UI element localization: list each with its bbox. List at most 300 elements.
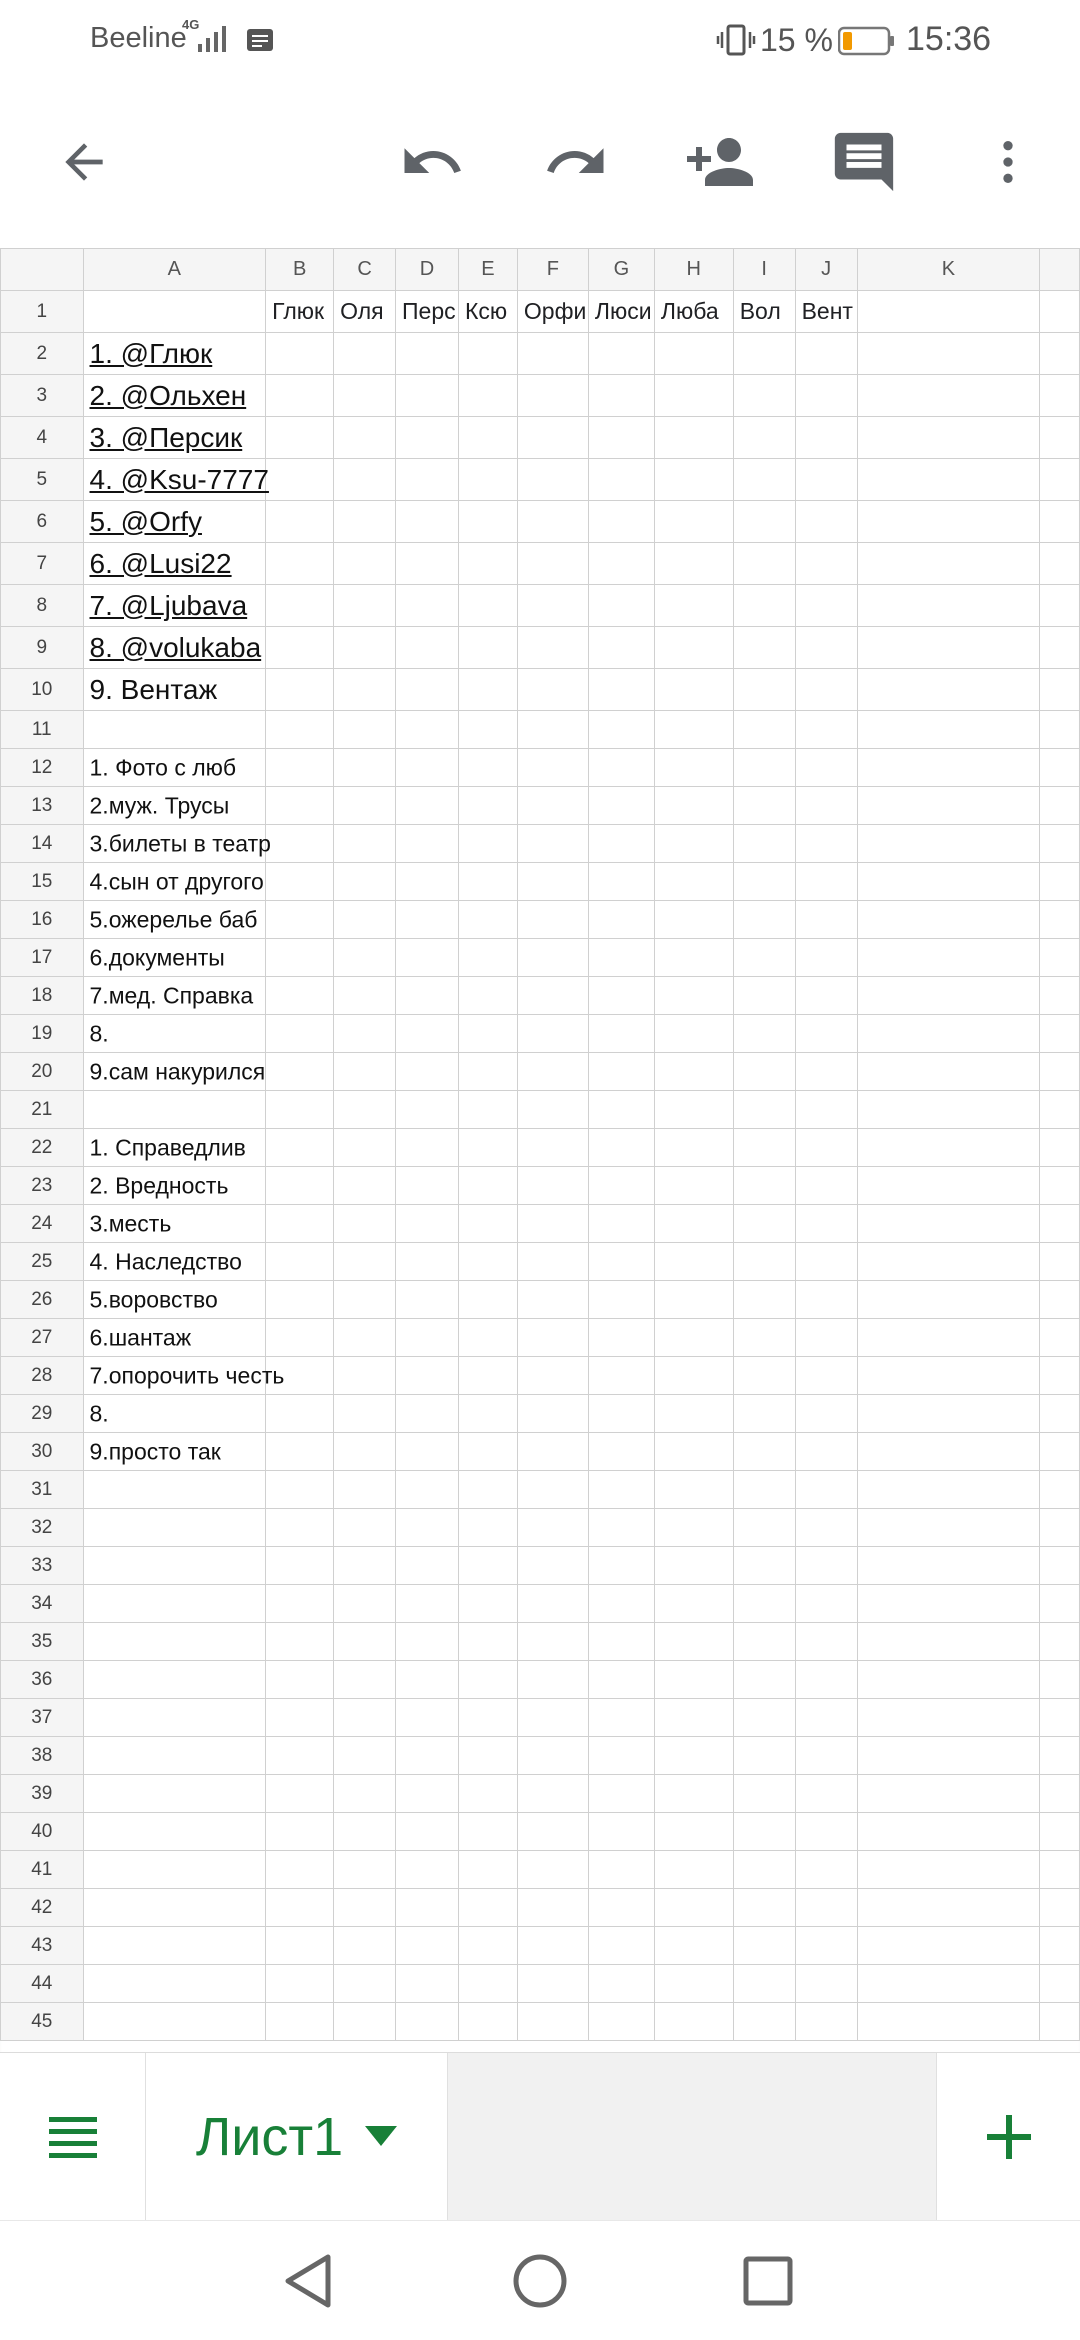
cell-a23[interactable]: [83, 1167, 266, 1205]
cell-j3[interactable]: [795, 375, 857, 417]
cell-g40[interactable]: [588, 1813, 654, 1851]
cell-h27[interactable]: [654, 1319, 733, 1357]
cell-d21[interactable]: [396, 1091, 459, 1129]
cell-c34[interactable]: [334, 1585, 396, 1623]
cell-a38[interactable]: [83, 1737, 266, 1775]
cell-h38[interactable]: [654, 1737, 733, 1775]
cell-h5[interactable]: [654, 459, 733, 501]
cell-k26[interactable]: [857, 1281, 1040, 1319]
cell-d11[interactable]: [396, 711, 459, 749]
cell-g43[interactable]: [588, 1927, 654, 1965]
cell-b1[interactable]: Глюк: [266, 291, 334, 333]
cell-j17[interactable]: [795, 939, 857, 977]
cell-b10[interactable]: [266, 669, 334, 711]
row-header[interactable]: 17: [1, 939, 84, 977]
cell-d43[interactable]: [396, 1927, 459, 1965]
cell-g42[interactable]: [588, 1889, 654, 1927]
row-header[interactable]: 33: [1, 1547, 84, 1585]
cell-f8[interactable]: [517, 585, 588, 627]
cell-c13[interactable]: [334, 787, 396, 825]
cell-h31[interactable]: [654, 1471, 733, 1509]
cell-overflow[interactable]: [1040, 375, 1080, 417]
cell-b14[interactable]: [266, 825, 334, 863]
cell-b30[interactable]: [266, 1433, 334, 1471]
cell-f19[interactable]: [517, 1015, 588, 1053]
cell-overflow[interactable]: [1040, 1851, 1080, 1889]
cell-h37[interactable]: [654, 1699, 733, 1737]
cell-j13[interactable]: [795, 787, 857, 825]
cell-d17[interactable]: [396, 939, 459, 977]
cell-e18[interactable]: [458, 977, 517, 1015]
cell-a44[interactable]: [83, 1965, 266, 2003]
cell-k14[interactable]: [857, 825, 1040, 863]
cell-j5[interactable]: [795, 459, 857, 501]
cell-overflow[interactable]: [1040, 669, 1080, 711]
cell-a4[interactable]: [83, 417, 266, 459]
cell-j19[interactable]: [795, 1015, 857, 1053]
nav-recents-button[interactable]: [728, 2241, 808, 2321]
cell-h39[interactable]: [654, 1775, 733, 1813]
cell-d30[interactable]: [396, 1433, 459, 1471]
cell-overflow[interactable]: [1040, 291, 1080, 333]
row-header[interactable]: 15: [1, 863, 84, 901]
cell-i43[interactable]: [733, 1927, 795, 1965]
cell-k40[interactable]: [857, 1813, 1040, 1851]
cell-k9[interactable]: [857, 627, 1040, 669]
cell-i19[interactable]: [733, 1015, 795, 1053]
cell-j2[interactable]: [795, 333, 857, 375]
cell-e14[interactable]: [458, 825, 517, 863]
cell-f36[interactable]: [517, 1661, 588, 1699]
column-header-d[interactable]: D: [396, 249, 459, 291]
cell-a28[interactable]: [83, 1357, 285, 1395]
cell-a8[interactable]: [83, 585, 266, 627]
cell-f4[interactable]: [517, 417, 588, 459]
cell-e1[interactable]: Ксю: [458, 291, 517, 333]
cell-g38[interactable]: [588, 1737, 654, 1775]
row-header[interactable]: 7: [1, 543, 84, 585]
cell-k5[interactable]: [857, 459, 1040, 501]
cell-overflow[interactable]: [1040, 977, 1080, 1015]
row-header[interactable]: 29: [1, 1395, 84, 1433]
cell-c45[interactable]: [334, 2003, 396, 2041]
row-header[interactable]: 30: [1, 1433, 84, 1471]
cell-f10[interactable]: [517, 669, 588, 711]
row-header[interactable]: 25: [1, 1243, 84, 1281]
cell-k10[interactable]: [857, 669, 1040, 711]
cell-k16[interactable]: [857, 901, 1040, 939]
cell-f14[interactable]: [517, 825, 588, 863]
row-header[interactable]: 35: [1, 1623, 84, 1661]
cell-e36[interactable]: [458, 1661, 517, 1699]
cell-g28[interactable]: [588, 1357, 654, 1395]
cell-b43[interactable]: [266, 1927, 334, 1965]
cell-e24[interactable]: [458, 1205, 517, 1243]
cell-g7[interactable]: [588, 543, 654, 585]
cell-d19[interactable]: [396, 1015, 459, 1053]
row-header[interactable]: 5: [1, 459, 84, 501]
cell-h14[interactable]: [654, 825, 733, 863]
cell-overflow[interactable]: [1040, 2003, 1080, 2041]
cell-d38[interactable]: [396, 1737, 459, 1775]
cell-e23[interactable]: [458, 1167, 517, 1205]
cell-h43[interactable]: [654, 1927, 733, 1965]
cell-h26[interactable]: [654, 1281, 733, 1319]
cell-a2[interactable]: [83, 333, 266, 375]
cell-a40[interactable]: [83, 1813, 266, 1851]
cell-overflow[interactable]: [1040, 417, 1080, 459]
row-header[interactable]: 21: [1, 1091, 84, 1129]
cell-b18[interactable]: [266, 977, 334, 1015]
cell-g31[interactable]: [588, 1471, 654, 1509]
row-header[interactable]: 14: [1, 825, 84, 863]
cell-g4[interactable]: [588, 417, 654, 459]
cell-a21[interactable]: [83, 1091, 266, 1129]
cell-f9[interactable]: [517, 627, 588, 669]
cell-h22[interactable]: [654, 1129, 733, 1167]
cell-c44[interactable]: [334, 1965, 396, 2003]
cell-d12[interactable]: [396, 749, 459, 787]
row-header[interactable]: 28: [1, 1357, 84, 1395]
cell-h13[interactable]: [654, 787, 733, 825]
cell-k42[interactable]: [857, 1889, 1040, 1927]
row-header[interactable]: 12: [1, 749, 84, 787]
cell-b26[interactable]: [266, 1281, 334, 1319]
cell-overflow[interactable]: [1040, 749, 1080, 787]
cell-i15[interactable]: [733, 863, 795, 901]
cell-j33[interactable]: [795, 1547, 857, 1585]
cell-b7[interactable]: [266, 543, 334, 585]
cell-i10[interactable]: [733, 669, 795, 711]
cell-h34[interactable]: [654, 1585, 733, 1623]
cell-j18[interactable]: [795, 977, 857, 1015]
cell-k3[interactable]: [857, 375, 1040, 417]
cell-a39[interactable]: [83, 1775, 266, 1813]
cell-c43[interactable]: [334, 1927, 396, 1965]
cell-overflow[interactable]: [1040, 1509, 1080, 1547]
cell-k4[interactable]: [857, 417, 1040, 459]
cell-c30[interactable]: [334, 1433, 396, 1471]
cell-h18[interactable]: [654, 977, 733, 1015]
cell-i27[interactable]: [733, 1319, 795, 1357]
row-header[interactable]: 9: [1, 627, 84, 669]
cell-g9[interactable]: [588, 627, 654, 669]
row-header[interactable]: 45: [1, 2003, 84, 2041]
cell-overflow[interactable]: [1040, 711, 1080, 749]
cell-i23[interactable]: [733, 1167, 795, 1205]
row-header[interactable]: 31: [1, 1471, 84, 1509]
cell-b40[interactable]: [266, 1813, 334, 1851]
cell-a27[interactable]: [83, 1319, 266, 1357]
cell-g25[interactable]: [588, 1243, 654, 1281]
cell-d29[interactable]: [396, 1395, 459, 1433]
cell-h41[interactable]: [654, 1851, 733, 1889]
cell-j12[interactable]: [795, 749, 857, 787]
cell-overflow[interactable]: [1040, 1585, 1080, 1623]
cell-k35[interactable]: [857, 1623, 1040, 1661]
cell-h6[interactable]: [654, 501, 733, 543]
cell-e7[interactable]: [458, 543, 517, 585]
column-header-a[interactable]: A: [83, 249, 266, 291]
cell-k1[interactable]: [857, 291, 1040, 333]
cell-j25[interactable]: [795, 1243, 857, 1281]
cell-f33[interactable]: [517, 1547, 588, 1585]
cell-c31[interactable]: [334, 1471, 396, 1509]
cell-i25[interactable]: [733, 1243, 795, 1281]
cell-j8[interactable]: [795, 585, 857, 627]
cell-k39[interactable]: [857, 1775, 1040, 1813]
undo-button[interactable]: [392, 122, 472, 202]
row-header[interactable]: 1: [1, 291, 84, 333]
cell-g45[interactable]: [588, 2003, 654, 2041]
cell-j10[interactable]: [795, 669, 857, 711]
cell-e16[interactable]: [458, 901, 517, 939]
cell-k6[interactable]: [857, 501, 1040, 543]
cell-i14[interactable]: [733, 825, 795, 863]
cell-a15[interactable]: [83, 863, 266, 901]
cell-f22[interactable]: [517, 1129, 588, 1167]
cell-e34[interactable]: [458, 1585, 517, 1623]
cell-d5[interactable]: [396, 459, 459, 501]
cell-e41[interactable]: [458, 1851, 517, 1889]
column-header-j[interactable]: J: [795, 249, 857, 291]
cell-g12[interactable]: [588, 749, 654, 787]
cell-d26[interactable]: [396, 1281, 459, 1319]
cell-g19[interactable]: [588, 1015, 654, 1053]
cell-c16[interactable]: [334, 901, 396, 939]
cell-b41[interactable]: [266, 1851, 334, 1889]
cell-k29[interactable]: [857, 1395, 1040, 1433]
cell-h10[interactable]: [654, 669, 733, 711]
cell-c2[interactable]: [334, 333, 396, 375]
cell-k38[interactable]: [857, 1737, 1040, 1775]
cell-k33[interactable]: [857, 1547, 1040, 1585]
cell-j42[interactable]: [795, 1889, 857, 1927]
cell-c22[interactable]: [334, 1129, 396, 1167]
cell-a34[interactable]: [83, 1585, 266, 1623]
cell-overflow[interactable]: [1040, 627, 1080, 669]
column-header-c[interactable]: C: [334, 249, 396, 291]
row-header[interactable]: 10: [1, 669, 84, 711]
cell-c18[interactable]: [334, 977, 396, 1015]
cell-k23[interactable]: [857, 1167, 1040, 1205]
cell-k31[interactable]: [857, 1471, 1040, 1509]
row-header[interactable]: 36: [1, 1661, 84, 1699]
cell-b33[interactable]: [266, 1547, 334, 1585]
cell-i1[interactable]: Вол: [733, 291, 795, 333]
cell-d15[interactable]: [396, 863, 459, 901]
cell-j40[interactable]: [795, 1813, 857, 1851]
cell-c5[interactable]: [334, 459, 396, 501]
cell-overflow[interactable]: [1040, 1167, 1080, 1205]
cell-e9[interactable]: [458, 627, 517, 669]
cell-j43[interactable]: [795, 1927, 857, 1965]
cell-h17[interactable]: [654, 939, 733, 977]
redo-button[interactable]: [536, 122, 616, 202]
cell-overflow[interactable]: [1040, 787, 1080, 825]
cell-e26[interactable]: [458, 1281, 517, 1319]
row-header[interactable]: 26: [1, 1281, 84, 1319]
cell-e11[interactable]: [458, 711, 517, 749]
cell-g21[interactable]: [588, 1091, 654, 1129]
cell-g23[interactable]: [588, 1167, 654, 1205]
row-header[interactable]: 19: [1, 1015, 84, 1053]
cell-f45[interactable]: [517, 2003, 588, 2041]
cell-j34[interactable]: [795, 1585, 857, 1623]
cell-g17[interactable]: [588, 939, 654, 977]
cell-j15[interactable]: [795, 863, 857, 901]
cell-c40[interactable]: [334, 1813, 396, 1851]
cell-a1[interactable]: [83, 291, 266, 333]
cell-c26[interactable]: [334, 1281, 396, 1319]
cell-f24[interactable]: [517, 1205, 588, 1243]
cell-g41[interactable]: [588, 1851, 654, 1889]
cell-overflow[interactable]: [1040, 1205, 1080, 1243]
cell-i28[interactable]: [733, 1357, 795, 1395]
cell-i21[interactable]: [733, 1091, 795, 1129]
cell-c39[interactable]: [334, 1775, 396, 1813]
cell-e19[interactable]: [458, 1015, 517, 1053]
cell-a12[interactable]: [83, 749, 266, 787]
cell-a17[interactable]: [83, 939, 266, 977]
cell-h9[interactable]: [654, 627, 733, 669]
cell-h2[interactable]: [654, 333, 733, 375]
cell-i34[interactable]: [733, 1585, 795, 1623]
cell-overflow[interactable]: [1040, 1927, 1080, 1965]
cell-b32[interactable]: [266, 1509, 334, 1547]
cell-b25[interactable]: [266, 1243, 334, 1281]
cell-overflow[interactable]: [1040, 333, 1080, 375]
cell-i18[interactable]: [733, 977, 795, 1015]
cell-f40[interactable]: [517, 1813, 588, 1851]
cell-d14[interactable]: [396, 825, 459, 863]
cell-c19[interactable]: [334, 1015, 396, 1053]
cell-i30[interactable]: [733, 1433, 795, 1471]
cell-i20[interactable]: [733, 1053, 795, 1091]
row-header[interactable]: 2: [1, 333, 84, 375]
cell-e6[interactable]: [458, 501, 517, 543]
cell-k13[interactable]: [857, 787, 1040, 825]
cell-g35[interactable]: [588, 1623, 654, 1661]
cell-d37[interactable]: [396, 1699, 459, 1737]
cell-a5[interactable]: [83, 459, 269, 501]
cell-g44[interactable]: [588, 1965, 654, 2003]
cell-f13[interactable]: [517, 787, 588, 825]
cell-f20[interactable]: [517, 1053, 588, 1091]
select-all-corner[interactable]: [1, 249, 84, 291]
cell-f6[interactable]: [517, 501, 588, 543]
cell-j32[interactable]: [795, 1509, 857, 1547]
cell-i8[interactable]: [733, 585, 795, 627]
cell-f31[interactable]: [517, 1471, 588, 1509]
row-header[interactable]: 27: [1, 1319, 84, 1357]
cell-h7[interactable]: [654, 543, 733, 585]
cell-b9[interactable]: [266, 627, 334, 669]
cell-i16[interactable]: [733, 901, 795, 939]
cell-d7[interactable]: [396, 543, 459, 585]
cell-c9[interactable]: [334, 627, 396, 669]
cell-d18[interactable]: [396, 977, 459, 1015]
cell-c32[interactable]: [334, 1509, 396, 1547]
cell-e37[interactable]: [458, 1699, 517, 1737]
cell-a18[interactable]: [83, 977, 266, 1015]
cell-g11[interactable]: [588, 711, 654, 749]
cell-e44[interactable]: [458, 1965, 517, 2003]
cell-overflow[interactable]: [1040, 1699, 1080, 1737]
row-header[interactable]: 4: [1, 417, 84, 459]
cell-c15[interactable]: [334, 863, 396, 901]
cell-j14[interactable]: [795, 825, 857, 863]
cell-b34[interactable]: [266, 1585, 334, 1623]
cell-f41[interactable]: [517, 1851, 588, 1889]
cell-i24[interactable]: [733, 1205, 795, 1243]
cell-b5[interactable]: [266, 459, 334, 501]
cell-e4[interactable]: [458, 417, 517, 459]
cell-c4[interactable]: [334, 417, 396, 459]
cell-f26[interactable]: [517, 1281, 588, 1319]
cell-g18[interactable]: [588, 977, 654, 1015]
cell-e43[interactable]: [458, 1927, 517, 1965]
cell-c8[interactable]: [334, 585, 396, 627]
row-header[interactable]: 18: [1, 977, 84, 1015]
cell-f37[interactable]: [517, 1699, 588, 1737]
cell-k8[interactable]: [857, 585, 1040, 627]
cell-e30[interactable]: [458, 1433, 517, 1471]
cell-c11[interactable]: [334, 711, 396, 749]
cell-a43[interactable]: [83, 1927, 266, 1965]
cell-b4[interactable]: [266, 417, 334, 459]
cell-h35[interactable]: [654, 1623, 733, 1661]
cell-overflow[interactable]: [1040, 1965, 1080, 2003]
cell-i44[interactable]: [733, 1965, 795, 2003]
cell-i26[interactable]: [733, 1281, 795, 1319]
cell-e33[interactable]: [458, 1547, 517, 1585]
cell-i2[interactable]: [733, 333, 795, 375]
cell-b45[interactable]: [266, 2003, 334, 2041]
cell-c6[interactable]: [334, 501, 396, 543]
cell-d25[interactable]: [396, 1243, 459, 1281]
cell-k44[interactable]: [857, 1965, 1040, 2003]
cell-b2[interactable]: [266, 333, 334, 375]
cell-b31[interactable]: [266, 1471, 334, 1509]
cell-e8[interactable]: [458, 585, 517, 627]
cell-d3[interactable]: [396, 375, 459, 417]
row-header[interactable]: 44: [1, 1965, 84, 2003]
cell-i22[interactable]: [733, 1129, 795, 1167]
cell-c23[interactable]: [334, 1167, 396, 1205]
cell-b21[interactable]: [266, 1091, 334, 1129]
cell-j1[interactable]: Вент: [795, 291, 857, 333]
cell-d45[interactable]: [396, 2003, 459, 2041]
cell-b35[interactable]: [266, 1623, 334, 1661]
cell-overflow[interactable]: [1040, 939, 1080, 977]
cell-f21[interactable]: [517, 1091, 588, 1129]
cell-a35[interactable]: [83, 1623, 266, 1661]
cell-a26[interactable]: [83, 1281, 266, 1319]
cell-h4[interactable]: [654, 417, 733, 459]
cell-overflow[interactable]: [1040, 1661, 1080, 1699]
cell-h19[interactable]: [654, 1015, 733, 1053]
cell-b29[interactable]: [266, 1395, 334, 1433]
cell-g27[interactable]: [588, 1319, 654, 1357]
cell-c7[interactable]: [334, 543, 396, 585]
cell-overflow[interactable]: [1040, 1547, 1080, 1585]
row-header[interactable]: 42: [1, 1889, 84, 1927]
cell-e27[interactable]: [458, 1319, 517, 1357]
cell-i32[interactable]: [733, 1509, 795, 1547]
column-header-i[interactable]: I: [733, 249, 795, 291]
cell-d4[interactable]: [396, 417, 459, 459]
